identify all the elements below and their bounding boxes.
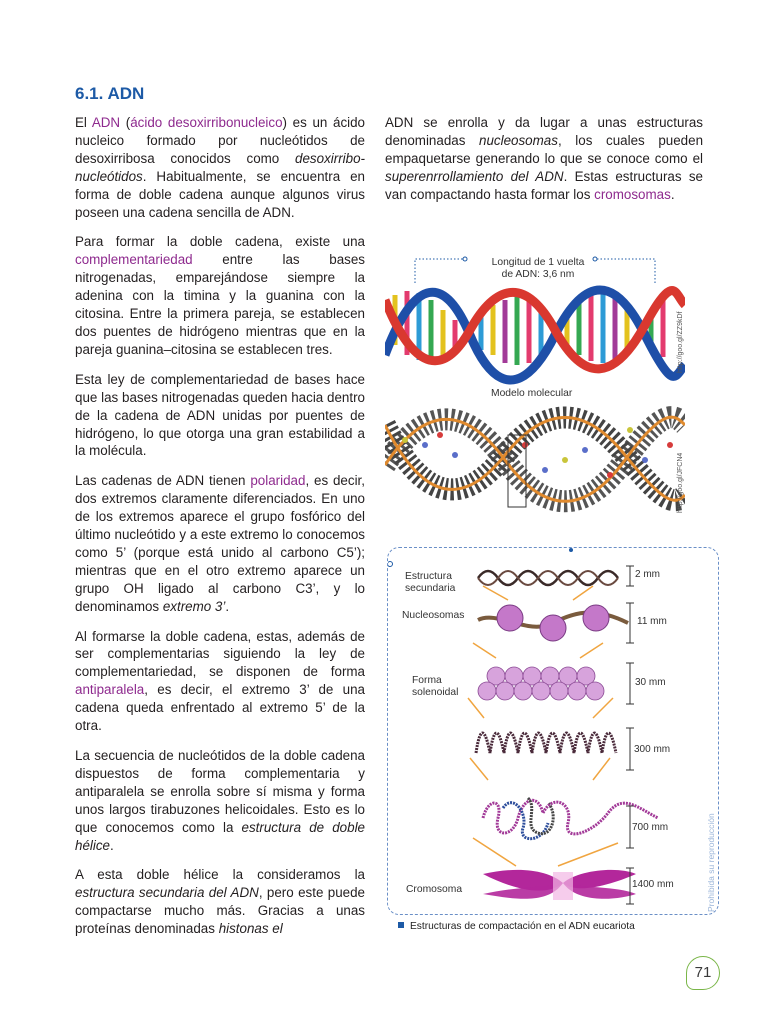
measure-2mm: 2 mm <box>635 569 660 580</box>
section-heading: 6.1. ADN <box>75 84 145 103</box>
label-forma-solenoidal: Forma solenoidal <box>412 675 459 698</box>
molecular-model-label: Modelo molecular <box>488 388 575 400</box>
image-credit-2: http://goo.gl/JFCN4 <box>677 452 684 513</box>
image-credit-1: http://goo.gl/ZZ9kDf <box>677 311 684 373</box>
side-copyright-text: Prohibida su reproducción <box>706 813 716 912</box>
helix-length-label: Longitud de 1 vuelta de ADN: 3,6 nm <box>491 257 585 280</box>
paragraph-7: A esta doble hélice la consideramos la estructura secundaria del ADN, pero este puede compactarse mucho más. Gracias a unas proteínas denominadas histonas el <box>75 867 365 937</box>
measure-30mm: 30 mm <box>635 677 666 688</box>
measure-300mm: 300 mm <box>634 744 671 755</box>
paragraph-6: La secuencia de nucleótidos de la doble cadena dispuestos de forma complementaria y antiparalela se enrolla sobre sí misma y forma unos largos tirabuzones helicoidales. Esto es lo que conocemos como la estructura de doble hélice. <box>75 748 365 853</box>
paragraph-2: Para formar la doble cadena, existe una complementariedad entre las bases nitrogenadas, emparejándose siempre la adenina con la timina y la guanina con la citosina. Entre la primera pareja, se establecen dos puentes de hidrógeno mientras que en la pareja guanina–citosina se establecen tres. <box>75 234 365 357</box>
compaction-illustration <box>388 548 718 914</box>
figure-caption: Estructuras de compactación en el ADN eucariota <box>398 921 635 932</box>
caption-bullet-icon <box>398 922 404 928</box>
left-column <box>75 114 365 950</box>
paragraph-5: Al formarse la doble cadena, estas, además de ser complementarias siguiendo la ley de complementariedad, se disponen de forma antiparalela, es decir, el extremo 3’ de una cadena queda enfrentado al extremo 5’ de la otra. <box>75 628 365 734</box>
page-number: 71 <box>686 956 720 990</box>
compaction-figure <box>387 547 719 915</box>
label-nucleosomas: Nucleosomas <box>402 610 465 621</box>
measure-11mm: 11 mm <box>637 616 667 627</box>
paragraph-1: El ADN (ácido desoxirribonucleico) es un ácido nucleico formado por nucleótidos de desoxirribosa conocidos como desoxirribonucleótidos. Habitualmente, se encuentra en forma de doble cadena aunque algunos virus poseen una cadena sencilla de ADN. <box>75 115 366 220</box>
measure-700mm: 700 mm <box>632 822 669 833</box>
label-estructura-secundaria: Estructura secundaria <box>405 571 456 594</box>
measure-1400mm: 1400 mm <box>632 879 674 890</box>
paragraph-3: Esta ley de complementariedad de bases hace que las bases nitrogenadas queden hacia dentro de la cadena de ADN unidas por puentes de hidrógeno, lo que otorga una gran estabilidad a la molécula. <box>75 371 365 459</box>
label-cromosoma: Cromosoma <box>406 884 463 895</box>
right-column <box>385 114 703 216</box>
dna-helix-figure <box>385 255 685 520</box>
paragraph-right: ADN se enrolla y da lugar a unas estructuras denominadas nucleosomas, los cuales pueden empaquetarse generando lo que se conoce como el superenrrollamiento del ADN. Estas estructuras se van compactando hasta formar los cromosomas. <box>385 115 704 202</box>
paragraph-4: Las cadenas de ADN tienen polaridad, es decir, dos extremos claramente diferenciados. En uno de los extremos aparece el grupo fosfórico del último nucleótido y a este extremo lo conocemos como 5’ (porque está unido al carbono C5’); mientras que en el otro extremo aparece un grupo OH ligado al carbono C3’, y lo denominamos extremo 3’. <box>75 473 365 614</box>
